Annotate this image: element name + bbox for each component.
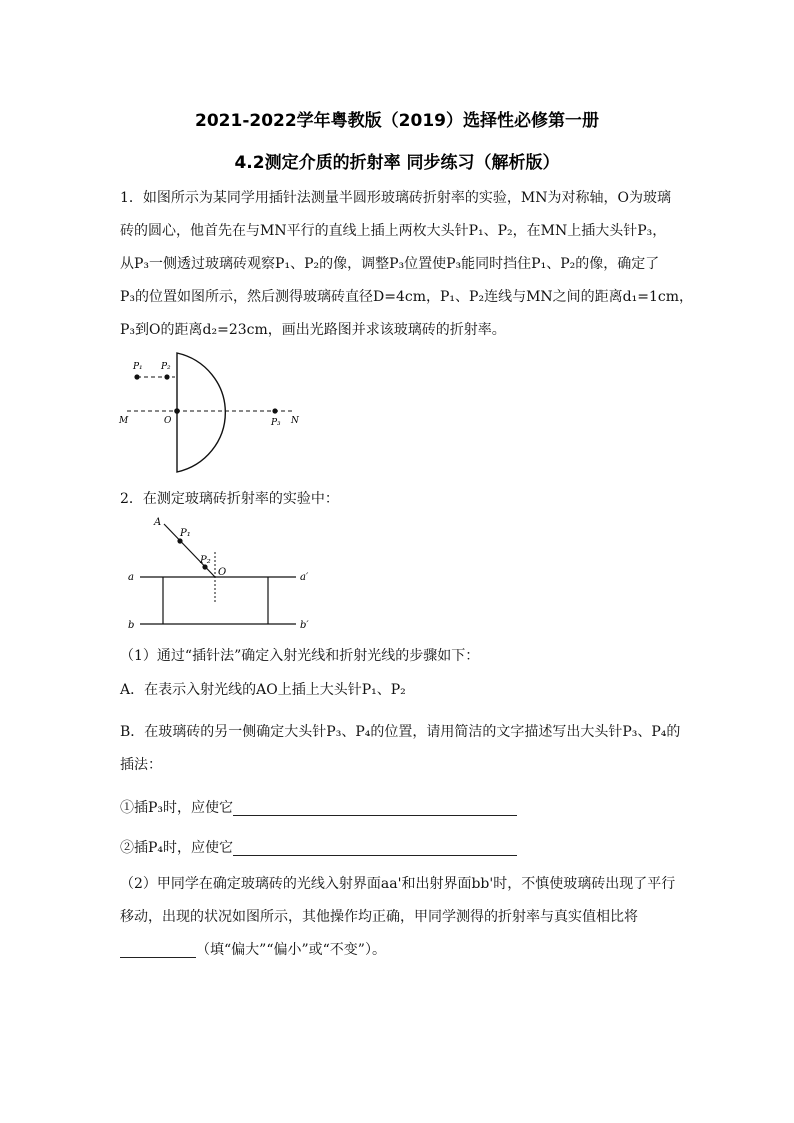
part-2-line-2: 移动，出现的状况如图所示，其他操作均正确，甲同学测得的折射率与真实值相比将 <box>120 909 638 925</box>
question-1-line-5: P₃到O的距离d₂=23cm，画出光路图并求该玻璃砖的折射率。 <box>120 322 506 338</box>
question-1-line-2: 砖的圆心，他首先在与MN平行的直线上插上两枚大头针P₁、P₂，在MN上插大头针P₃， <box>120 223 667 239</box>
document-subtitle: 4.2测定介质的折射率 同步练习（解析版） <box>234 153 560 173</box>
step-a: A．在表示入射光线的AO上插上大头针P₁、P₂ <box>120 682 406 698</box>
fill-in-p3 <box>120 792 680 825</box>
step-b-line-2: 插法： <box>120 757 162 773</box>
step-b <box>120 716 680 782</box>
label-a: a <box>128 572 134 583</box>
label-p1: P₁ <box>180 528 191 539</box>
label-o: O <box>218 567 227 578</box>
step-b-line-1: B．在玻璃砖的另一侧确定大头针P₃、P₄的位置，请用简洁的文字描述写出大头针P₃、P₄的 <box>120 724 681 740</box>
question-2-intro: 2．在测定玻璃砖折射率的实验中： <box>120 491 339 507</box>
answer-blank-p3[interactable] <box>233 797 517 816</box>
figure-rectangle-brick <box>120 512 330 634</box>
label-p1: P₁ <box>133 362 143 372</box>
label-a-prime: a′ <box>300 572 309 583</box>
fill-in-p3-label: ①插P₃时，应使它 <box>120 800 234 816</box>
answer-blank-part-2[interactable] <box>120 939 196 958</box>
label-b: b <box>128 620 135 631</box>
center-o-dot <box>174 408 180 414</box>
part-2-line-1: （2）甲同学在确定玻璃砖的光线入射界面aa'和出射界面bb'时，不慎使玻璃砖出现了平行 <box>120 876 676 892</box>
question-1-line-3: 从P₃一侧透过玻璃砖观察P₁、P₂的像，调整P₃位置使P₃能同时挡住P₁、P₂的像，确定了 <box>120 256 660 272</box>
question-1-line-1: 1．如图所示为某同学用插针法测量半圆形玻璃砖折射率的实验，MN为对称轴，O为玻璃 <box>120 190 671 206</box>
pin-p2-dot <box>164 374 169 379</box>
label-p2: P₂ <box>161 362 171 372</box>
part-1-title: （1）通过“插针法”确定入射光线和折射光线的步骤如下： <box>120 648 480 664</box>
pin-p3-dot <box>272 408 277 413</box>
label-p3: P₃ <box>271 418 281 428</box>
pin-p1-dot <box>134 374 139 379</box>
question-1-line-4: P₃的位置如图所示，然后测得玻璃砖直径D=4cm，P₁、P₂连线与MN之间的距离d₁=1cm， <box>120 289 693 305</box>
label-m: M <box>119 416 129 426</box>
part-2-line-3 <box>120 934 680 967</box>
label-a-point: A <box>154 517 162 528</box>
label-n: N <box>291 416 299 426</box>
label-p2: P₂ <box>200 555 211 566</box>
label-o: O <box>164 416 172 426</box>
question-1-text <box>120 182 693 347</box>
fill-in-p4-label: ②插P₄时，应使它 <box>120 840 234 856</box>
answer-blank-p4[interactable] <box>233 837 517 856</box>
document-title: 2021-2022学年粤教版（2019）选择性必修第一册 <box>195 111 599 131</box>
pin-p1-dot <box>177 538 182 543</box>
part-2-text <box>120 868 680 967</box>
semicircle-outline <box>177 353 225 472</box>
label-b-prime: b′ <box>300 620 309 631</box>
figure-semicircle-brick <box>115 350 315 475</box>
part-2-line-3-text: （填“偏大”“偏小”或“不变”）。 <box>196 942 386 958</box>
fill-in-p4 <box>120 832 680 865</box>
